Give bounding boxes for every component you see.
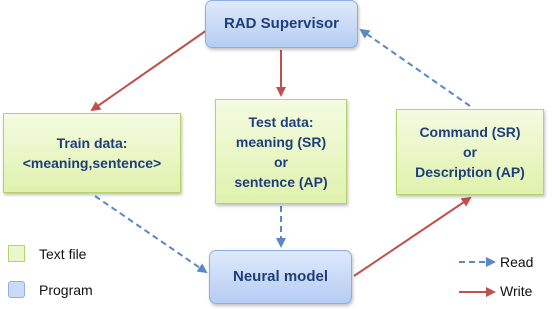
train-data-node: [3, 113, 181, 193]
legend-write-label: Write: [500, 283, 533, 299]
command-or: or: [463, 144, 477, 160]
legend-program-swatch: [8, 281, 25, 298]
command-node: [396, 109, 544, 195]
neural-model-label: Neural model: [232, 268, 329, 285]
arrow-train-data-to-neural-model: [95, 196, 206, 272]
rad-supervisor-node: [205, 0, 358, 48]
legend-text-file: [8, 245, 86, 262]
test-data-or: or: [274, 153, 288, 170]
rad-supervisor-label: RAD Supervisor: [223, 15, 340, 32]
legend-text-file-label: Text file: [39, 245, 87, 262]
legend-program: [8, 281, 93, 298]
command-title: Command (SR): [419, 124, 521, 140]
arrow-neural-model-to-command: [354, 198, 470, 276]
test-data-node: [215, 99, 347, 204]
train-data-format: <meaning,sentence>: [22, 155, 162, 171]
command-description: Description (AP): [415, 164, 525, 180]
test-data-meaning: meaning (SR): [235, 133, 327, 150]
arrow-supervisor-to-train-data: [92, 30, 207, 110]
legend-program-label: Program: [39, 281, 93, 298]
legend-text-file-swatch: [8, 245, 25, 262]
test-data-title: Test data:: [248, 113, 314, 130]
train-data-title: Train data:: [56, 135, 128, 151]
legend-read-label: Read: [500, 254, 534, 270]
test-data-sentence: sentence (AP): [234, 173, 328, 190]
arrow-command-to-supervisor: [361, 30, 470, 106]
neural-model-node: [209, 250, 352, 304]
